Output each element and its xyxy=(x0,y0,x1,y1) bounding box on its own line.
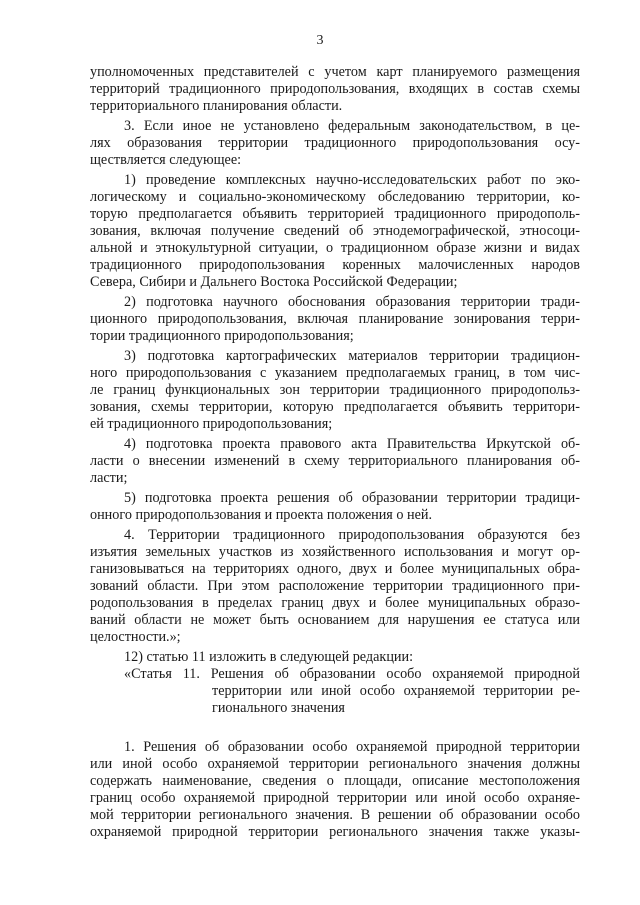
text-line: 4. Территории традиционного природопользования образуются без xyxy=(124,527,580,543)
text-line: ласти о внесении изменений в схему территориального планирования об- xyxy=(90,453,580,469)
text-line: торую предполагается объявить территорией традиционного природополь- xyxy=(90,206,580,222)
text-line: Севера, Сибири и Дальнего Востока Российской Федерации; xyxy=(90,274,458,290)
text-line: 12) статью 11 изложить в следующей редакции: xyxy=(124,649,414,665)
text-line: гионального значения xyxy=(212,700,345,716)
text-line: 1. Решения об образовании особо охраняемой природной территории xyxy=(124,739,580,755)
text-line: ганизовываться на территориях одного, двух и более муниципальных обра- xyxy=(90,561,580,577)
text-line: лях образования территории традиционного природопользования осу- xyxy=(90,135,580,151)
text-line: зования, схемы территории, которую предполагается объявить территори- xyxy=(90,399,580,415)
text-line: изъятия земельных участков из хозяйственного использования и могут ор- xyxy=(90,544,580,560)
text-line: ционного природопользования, включая планирование зонирования терри- xyxy=(90,311,580,327)
text-line: 3. Если иное не установлено федеральным законодательством, в це- xyxy=(124,118,580,134)
text-line: ваний области не может быть основанием для нарушения ее статуса или xyxy=(90,612,580,628)
text-line: 4) подготовка проекта правового акта Правительства Иркутской об- xyxy=(124,436,580,452)
text-line: мой территории регионального значения. В решении об образовании особо xyxy=(90,807,580,823)
text-line: целостности.»; xyxy=(90,629,181,645)
text-line: территориального планирования области. xyxy=(90,98,343,114)
text-line: 5) подготовка проекта решения об образовании территории традици- xyxy=(124,490,580,506)
text-line: зований области. При этом расположение территории традиционного при- xyxy=(90,578,580,594)
page-number: 3 xyxy=(316,33,324,48)
text-line: традиционного природопользования коренных малочисленных народов xyxy=(90,257,580,273)
text-line: охраняемой природной территории регионального значения также указы- xyxy=(90,824,580,840)
text-line: содержать наименование, сведения о площади, описание местоположения xyxy=(90,773,580,789)
text-line: онного природопользования и проекта положения о ней. xyxy=(90,507,433,523)
text-line: ного природопользования с указанием предполагаемых границ, в том чис- xyxy=(90,365,580,381)
text-line: зования, включая получение сведений об этнодемографической, этносоци- xyxy=(90,223,580,239)
text-line: 3) подготовка картографических материалов территории традицион- xyxy=(124,348,580,364)
text-line: ле границ функциональных зон территории традиционного природопольз- xyxy=(90,382,580,398)
text-line: «Статья 11. Решения об образовании особо охраняемой природной xyxy=(124,666,580,682)
text-line: территории или иной особо охраняемой территории ре- xyxy=(212,683,580,699)
text-line: логическому и социально-экономическому обследованию территории, ко- xyxy=(90,189,580,205)
text-line: родопользования в пределах границ двух и более муниципальных образо- xyxy=(90,595,580,611)
text-line: тории традиционного природопользования; xyxy=(90,328,354,344)
text-line: 1) проведение комплексных научно-исследовательских работ по эко- xyxy=(124,172,580,188)
text-line: или иной особо охраняемой территории регионального значения должны xyxy=(90,756,580,772)
text-line: ласти; xyxy=(90,470,128,486)
text-line: 2) подготовка научного обоснования образования территории тради- xyxy=(124,294,580,310)
text-line: территорий традиционного природопользования, входящих в состав схемы xyxy=(90,81,580,97)
text-line: ей традиционного природопользования; xyxy=(90,416,333,432)
text-line: альной и этнокультурной ситуации, о традиционном образе жизни и видах xyxy=(90,240,580,256)
text-line: границ особо охраняемой природной территории или иной особо охраняе- xyxy=(90,790,580,806)
text-line: уполномоченных представителей с учетом карт планируемого размещения xyxy=(90,64,580,80)
text-line: ществляется следующее: xyxy=(90,152,242,168)
